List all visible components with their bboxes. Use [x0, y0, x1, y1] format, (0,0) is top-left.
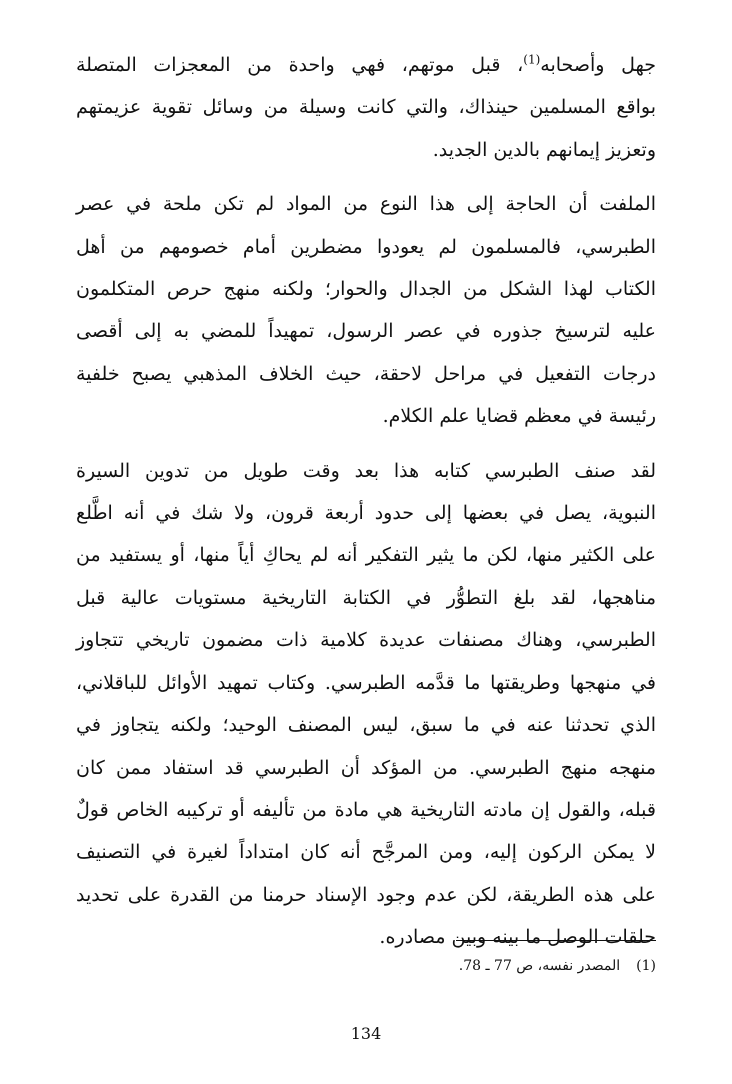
paragraph-line: الملفت أن الحاجة إلى هذا النوع من المواد لم تكن ملحة في عصر	[76, 193, 656, 216]
footnote-divider	[456, 940, 656, 941]
paragraph-line: على هذه الطريقة، لكن عدم وجود الإسناد حرمنا من القدرة على تحديد	[76, 883, 656, 906]
paragraph-line: مناهجها، لقد بلغ التطوُّر في الكتابة التاريخية مستويات عالية قبل	[76, 586, 656, 609]
paragraph-line: لا يمكن الركون إليه، ومن المرجَّح أنه كان امتداداً لغيرة في التصنيف	[76, 841, 656, 864]
line-text: ، قبل موتهم، فهي واحدة من المعجزات المتصلة	[76, 54, 524, 76]
paragraph-line: رئيسة في معظم قضايا علم الكلام.	[382, 405, 656, 428]
paragraph-line: الطبرسي، وهناك مصنفات عديدة كلامية ذات مضمون تاريخي تتجاوز	[76, 629, 656, 652]
paragraph-line: وتعزيز إيمانهم بالدين الجديد.	[432, 138, 656, 161]
footnote-number: (1)	[636, 958, 656, 974]
paragraph-line: منهجه منهج الطبرسي. من المؤكد أن الطبرسي قد استفاد ممن كان	[76, 756, 656, 779]
footnote	[459, 956, 656, 976]
paragraph-line: حلقات الوصل ما بينه وبين مصادره.	[379, 926, 656, 949]
paragraph-line: في منهجها وطريقتها ما قدَّمه الطبرسي. وكتاب تمهيد الأوائل للباقلاني،	[76, 671, 656, 694]
paragraph-line: النبوية، يصل في بعضها إلى حدود أربعة قرون، ولا شك في أنه اطَّلع	[76, 502, 656, 525]
paragraph-1	[76, 44, 656, 171]
page-body	[76, 44, 656, 971]
paragraph-line: الذي تحدثنا عنه في ما سبق، ليس المصنف الوحيد؛ ولكنه يتجاوز في	[76, 714, 656, 737]
paragraph-line: لقد صنف الطبرسي كتابه هذا بعد وقت طويل من تدوين السيرة	[76, 459, 657, 482]
paragraph-line: بواقع المسلمين حينذاك، والتي كانت وسيلة من وسائل تقوية عزيمتهم	[76, 96, 656, 119]
line-text: جهل وأصحابه	[540, 54, 656, 76]
page-number: 134	[350, 1024, 382, 1043]
paragraph-line: عليه لترسيخ جذوره في عصر الرسول، تمهيداً للمضي به إلى أقصى	[76, 320, 656, 343]
footnote-marker: (1)	[523, 52, 541, 67]
paragraph-2	[76, 183, 656, 437]
paragraph-line: الكتاب لهذا الشكل من الجدال والحوار؛ ولكنه منهج حرص المتكلمون	[76, 278, 656, 301]
paragraph-line: الطبرسي، فالمسلمون لم يعودوا مضطرين أمام خصومهم من أهل	[76, 235, 656, 258]
footnote-text: المصدر نفسه، ص 77 ـ 78.	[458, 958, 621, 974]
paragraph-line	[76, 44, 656, 86]
paragraph-line: قبله، والقول إن مادته التاريخية هي مادة من تأليفه أو تركيبه الخاص قولٌ	[76, 798, 656, 821]
paragraph-line: على الكثير منها، لكن ما يثير التفكير أنه لم يحاكِ أياً منها، أو يستفيد من	[76, 544, 656, 567]
paragraph-line: درجات التفعيل في مراحل لاحقة، حيث الخلاف المذهبي يصبح خلفية	[76, 362, 656, 385]
paragraph-3	[76, 450, 656, 959]
